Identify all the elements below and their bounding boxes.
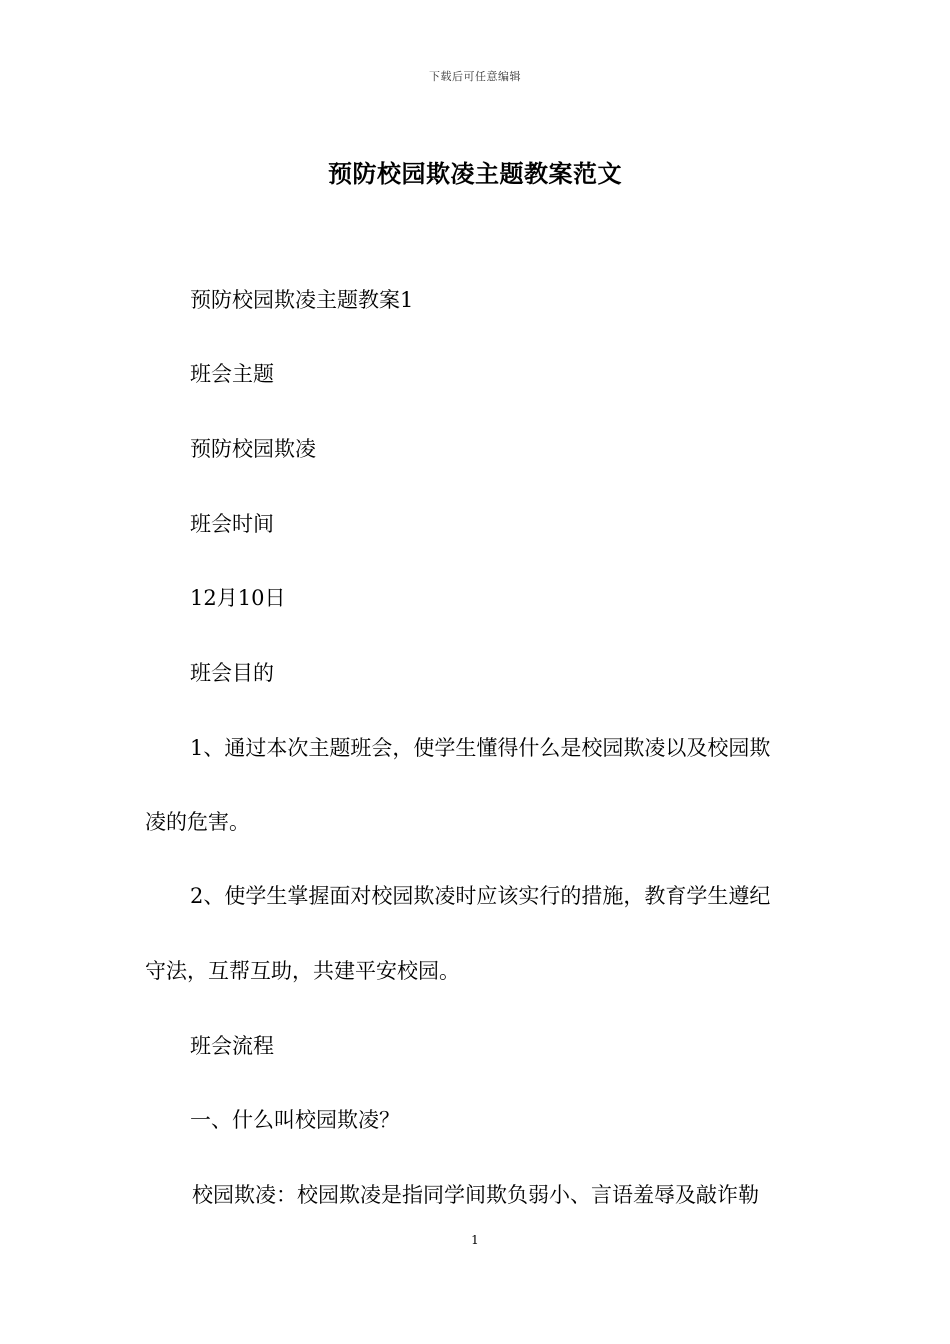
paragraph-class-time-label: 班会时间 (190, 512, 274, 536)
paragraph-section-one-heading: 一、什么叫校园欺凌？ (190, 1108, 400, 1132)
paragraph-goal-two-line-one: 2、使学生掌握面对校园欺凌时应该实行的措施，教育学生遵纪 (190, 884, 771, 908)
paragraph-class-theme-label: 班会主题 (190, 362, 274, 386)
paragraph-lesson-plan-heading: 预防校园欺凌主题教案1 (190, 288, 414, 312)
page-number: 1 (471, 1233, 479, 1247)
paragraph-goal-one-line-two: 凌的危害。 (145, 810, 250, 834)
paragraph-class-time-value: 12月10日 (190, 586, 286, 610)
paragraph-goal-two-line-two: 守法，互帮互助，共建平安校园。 (145, 959, 460, 983)
paragraph-class-theme-value: 预防校园欺凌 (190, 437, 316, 461)
document-title: 预防校园欺凌主题教案范文 (328, 159, 622, 188)
paragraph-goal-one-line-one: 1、通过本次主题班会，使学生懂得什么是校园欺凌以及校园欺 (190, 736, 771, 760)
header-note: 下载后可任意编辑 (429, 70, 521, 83)
paragraph-class-goal-label: 班会目的 (190, 661, 274, 685)
paragraph-definition-line-one: 校园欺凌：校园欺凌是指同学间欺负弱小、言语羞辱及敲诈勒 (192, 1183, 759, 1207)
paragraph-class-process-label: 班会流程 (190, 1034, 274, 1058)
